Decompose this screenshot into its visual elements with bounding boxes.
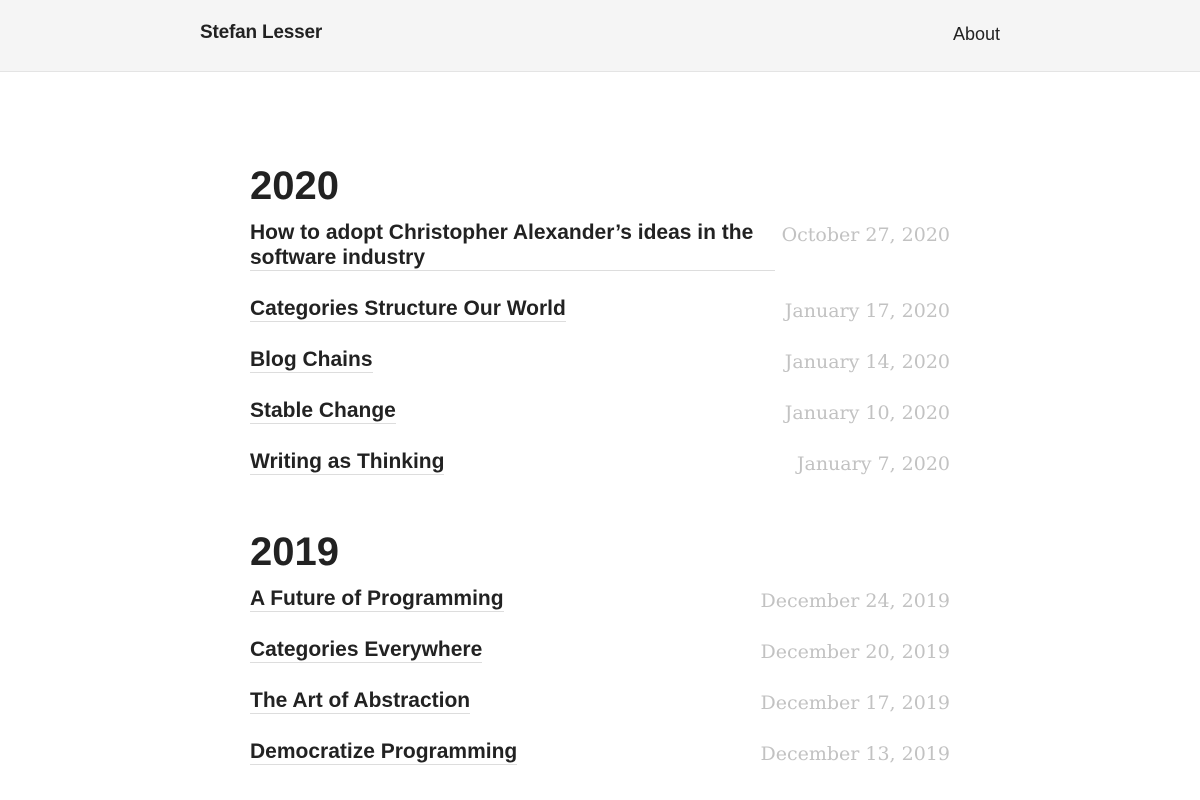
post-list bbox=[250, 220, 950, 500]
post-link[interactable]: How to adopt Christopher Alexander’s ideas in the software industry bbox=[250, 220, 775, 271]
post-link[interactable]: Categories Everywhere bbox=[250, 638, 483, 661]
post-link[interactable]: The Art of Abstraction bbox=[250, 689, 471, 712]
post-link[interactable]: Writing as Thinking bbox=[250, 450, 445, 473]
year-heading: 2020 bbox=[250, 164, 339, 208]
post-row bbox=[250, 220, 950, 296]
post-date: December 24, 2019 bbox=[760, 590, 950, 612]
site-title-link[interactable]: Stefan Lesser bbox=[200, 22, 323, 43]
year-section-2020 bbox=[250, 162, 950, 500]
year-heading: 2019 bbox=[250, 530, 339, 574]
post-archive bbox=[250, 72, 950, 790]
post-row bbox=[250, 347, 950, 398]
post-link[interactable]: A Future of Programming bbox=[250, 587, 504, 610]
post-link[interactable]: Categories Structure Our World bbox=[250, 297, 566, 320]
post-row bbox=[250, 296, 950, 347]
post-date: December 17, 2019 bbox=[760, 692, 950, 714]
post-date: January 17, 2020 bbox=[784, 300, 950, 322]
post-row bbox=[250, 449, 950, 500]
post-row bbox=[250, 398, 950, 449]
post-row bbox=[250, 586, 950, 637]
year-section-2019 bbox=[250, 528, 950, 790]
post-link[interactable]: Democratize Programming bbox=[250, 740, 518, 763]
post-link[interactable]: Stable Change bbox=[250, 399, 396, 422]
post-row bbox=[250, 739, 950, 790]
post-row bbox=[250, 688, 950, 739]
post-date: January 14, 2020 bbox=[784, 351, 950, 373]
post-row bbox=[250, 637, 950, 688]
post-date: January 7, 2020 bbox=[796, 453, 950, 475]
post-date: January 10, 2020 bbox=[784, 402, 950, 424]
nav-about-link[interactable]: About bbox=[952, 24, 1000, 44]
post-date: October 27, 2020 bbox=[781, 224, 950, 246]
post-date: December 20, 2019 bbox=[760, 641, 950, 663]
post-list bbox=[250, 586, 950, 790]
post-date: December 13, 2019 bbox=[760, 743, 950, 765]
site-header bbox=[0, 0, 1200, 72]
post-link[interactable]: Blog Chains bbox=[250, 348, 373, 371]
